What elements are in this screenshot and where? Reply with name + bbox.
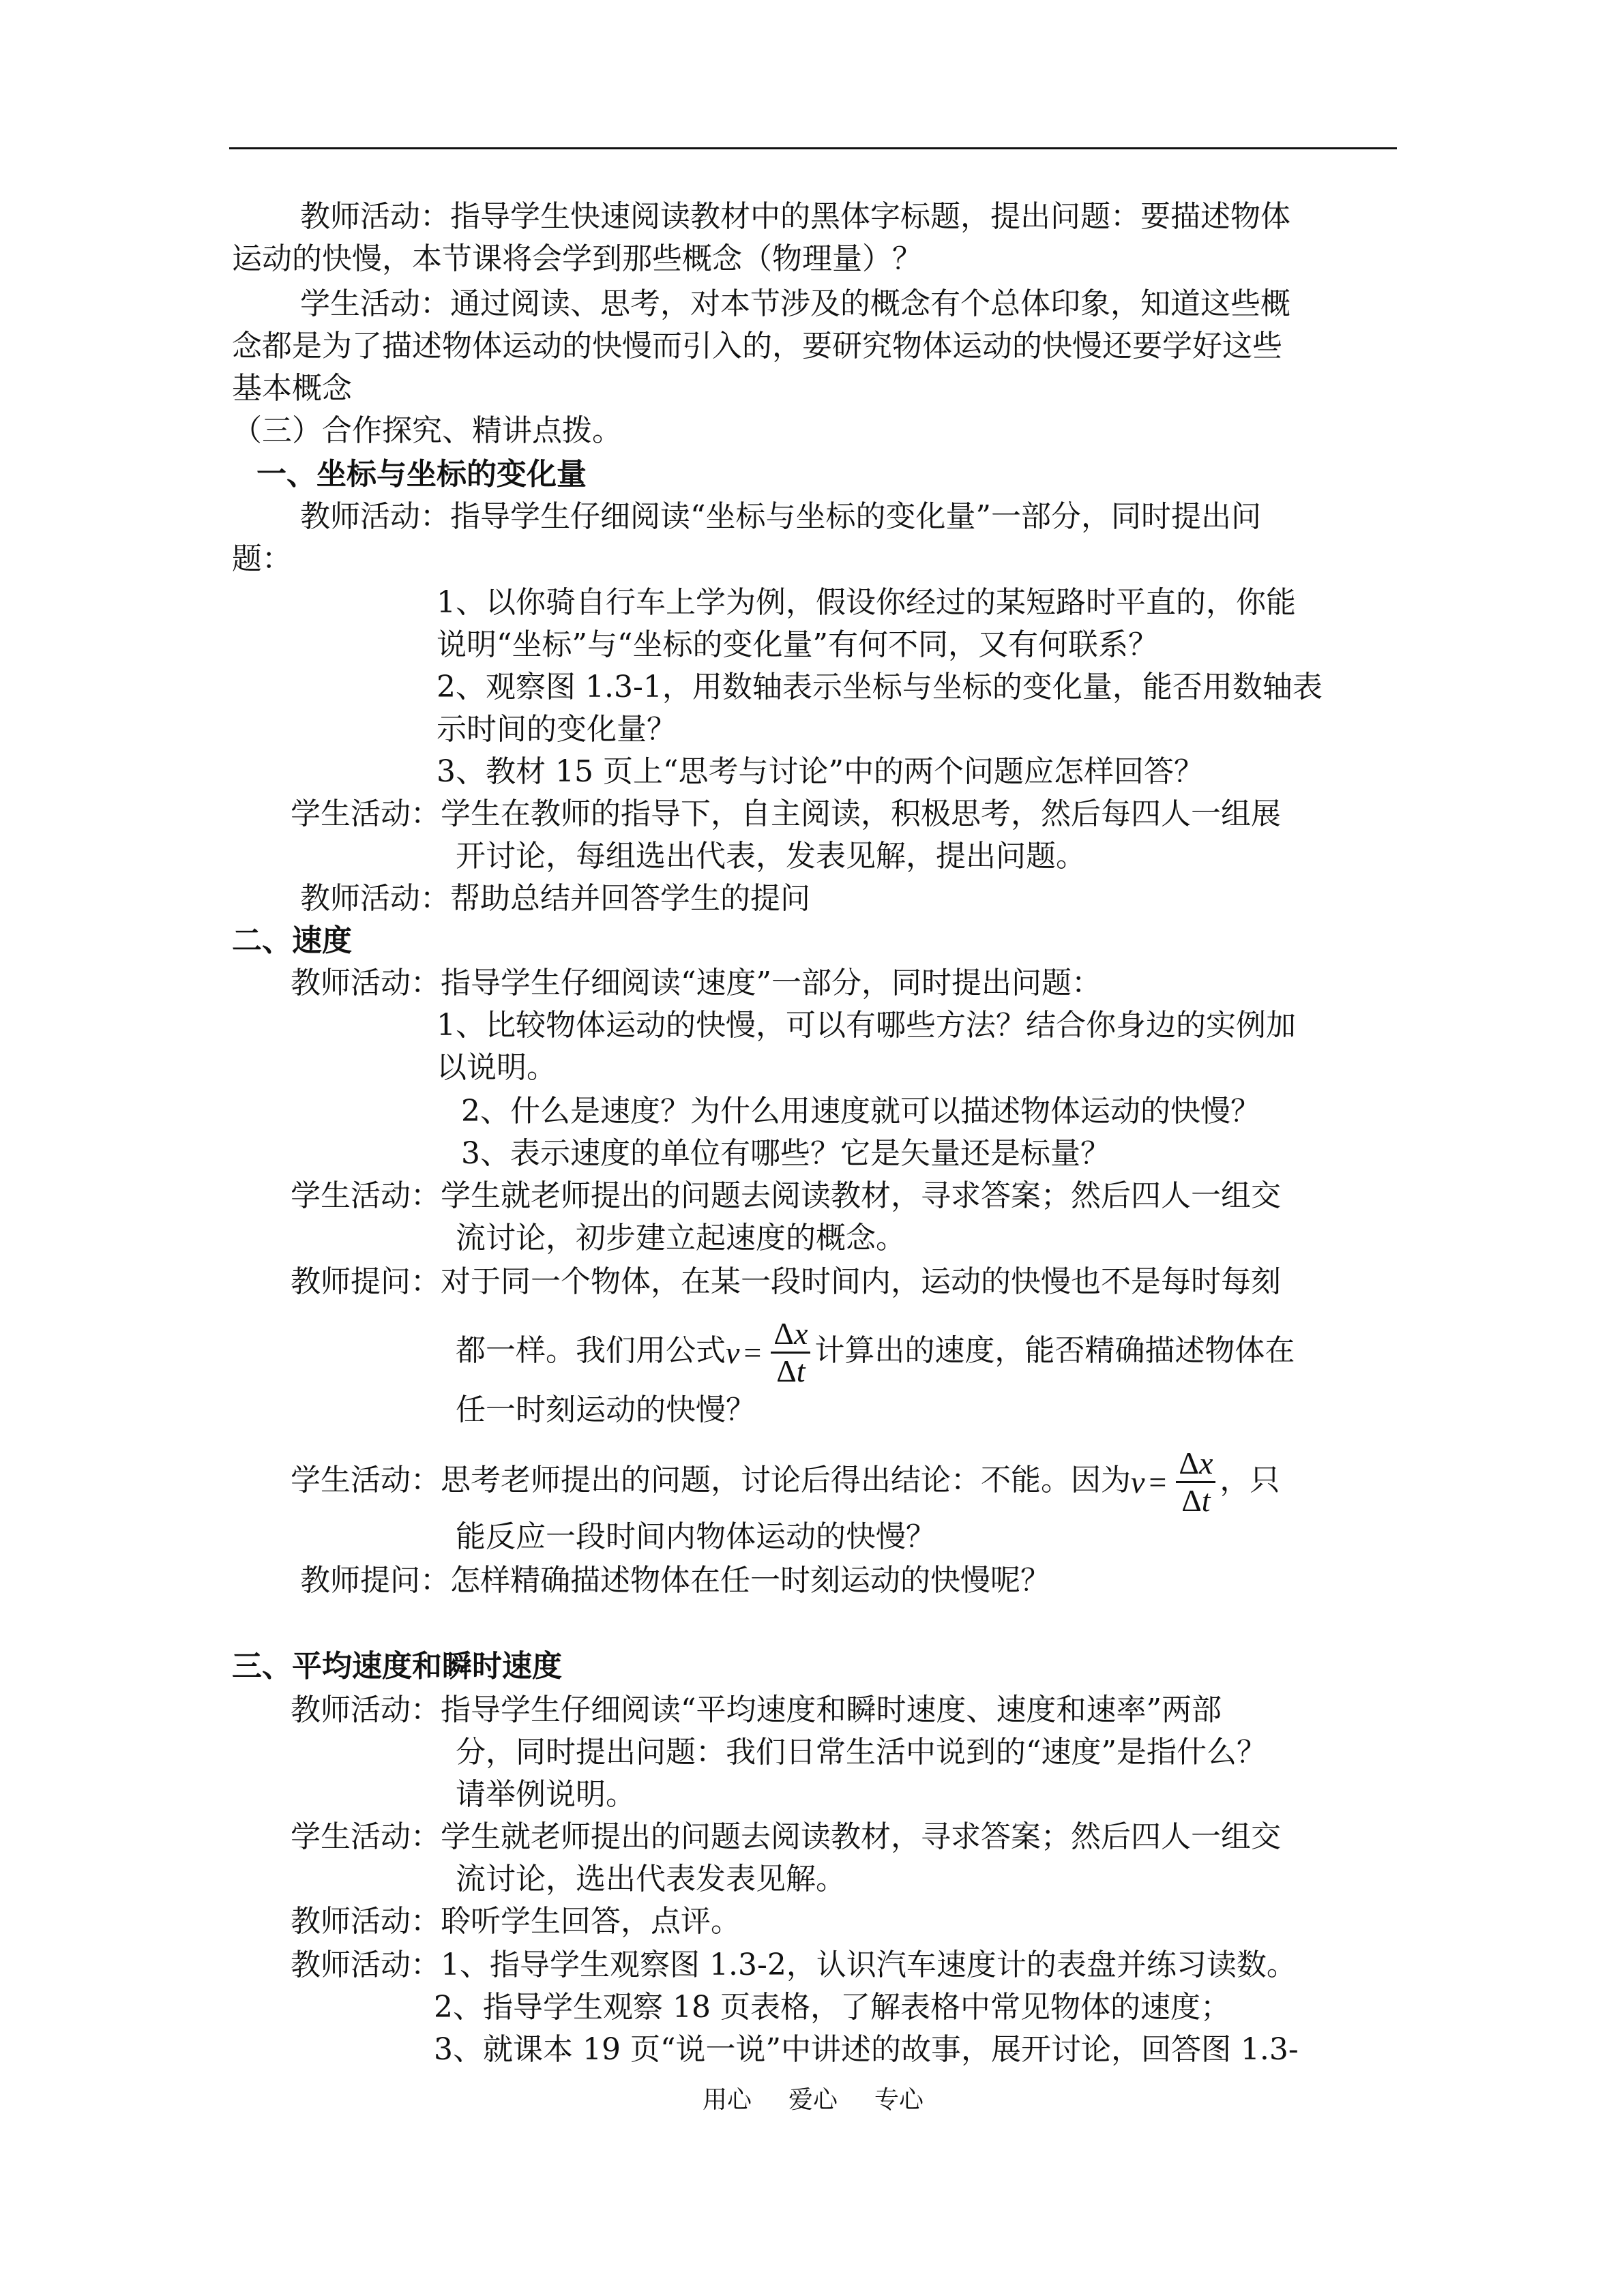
question-line: 3、就课本 19 页“说一说”中讲述的故事，展开讨论，回答图 1.3- [434,2032,1299,2067]
paragraph-line: 运动的快慢，本节课将会学到那些概念（物理量）？ [232,241,922,276]
formula-v: v [726,1335,740,1370]
question-line: 2、指导学生观察 18 页表格，了解表格中常见物体的速度； [434,1990,1230,2025]
paragraph-line: 教师活动：指导学生仔细阅读“坐标与坐标的变化量”一部分，同时提出问 [300,499,1261,534]
paragraph-line: 教师活动：指导学生仔细阅读“速度”一部分，同时提出问题： [291,966,1102,1000]
formula-text-after: ，只 [1220,1463,1280,1497]
paragraph-line: 教师活动：聆听学生回答，点评。 [291,1904,741,1939]
formula-v: v [1131,1464,1145,1500]
footer-text-2: 爱心 [788,2086,838,2114]
formula-fraction [1176,1446,1215,1519]
paragraph-line: 题： [232,541,292,576]
question-line: 1、以你骑自行车上学为例，假设你经过的某短路时平直的，你能 [437,585,1296,620]
formula-numerator: Δx [1176,1446,1215,1483]
paragraph-line: 学生活动：学生就老师提出的问题去阅读教材，寻求答案；然后四人一组交 [291,1819,1281,1854]
formula-numerator: Δx [771,1316,810,1354]
paragraph-line: 教师活动：帮助总结并回答学生的提问 [300,881,810,916]
formula-line [456,1316,1295,1389]
question-line: 说明“坐标”与“坐标的变化量”有何不同，又有何联系？ [437,627,1158,662]
paragraph-line: 流讨论，初步建立起速度的概念。 [456,1221,906,1255]
paragraph-line: 学生活动：学生在教师的指导下，自主阅读，积极思考，然后每四人一组展 [291,796,1281,831]
formula-equals: = [743,1335,762,1370]
paragraph-line: 请举例说明。 [456,1777,636,1812]
paragraph-line: 教师活动：指导学生仔细阅读“平均速度和瞬时速度、速度和速率”两部 [291,1693,1222,1727]
velocity-formula [1131,1446,1220,1519]
question-line: 3、教材 15 页上“思考与讨论”中的两个问题应怎样回答？ [437,754,1204,789]
section-heading-1: 一、坐标与坐标的变化量 [256,457,587,492]
paragraph-line: 教师活动：1、指导学生观察图 1.3-2，认识汽车速度计的表盘并练习读数。 [291,1948,1297,1982]
paragraph-line: 能反应一段时间内物体运动的快慢？ [456,1519,936,1554]
question-line: 示时间的变化量？ [437,712,677,747]
paragraph-line: 学生活动：通过阅读、思考，对本节涉及的概念有个总体印象，知道这些概 [300,286,1290,321]
question-line: 1、比较物体运动的快慢，可以有哪些方法？结合你身边的实例加 [437,1008,1296,1043]
paragraph-line: 教师活动：指导学生快速阅读教材中的黑体字标题，提出问题：要描述物体 [300,199,1290,234]
question-line: 2、观察图 1.3-1，用数轴表示坐标与坐标的变化量，能否用数轴表 [437,670,1323,704]
question-line: 2、什么是速度？为什么用速度就可以描述物体运动的快慢？ [461,1094,1260,1129]
paragraph-line: 教师提问：怎样精确描述物体在任一时刻运动的快慢呢？ [300,1563,1050,1598]
paragraph-line: 基本概念 [232,371,352,406]
paragraph-line: 开讨论，每组选出代表，发表见解，提出问题。 [456,839,1086,874]
paragraph-line: 流讨论，选出代表发表见解。 [456,1862,846,1896]
question-line: 以说明。 [437,1050,557,1085]
paragraph-line: 念都是为了描述物体运动的快慢而引入的，要研究物体运动的快慢还要学好这些 [232,329,1282,363]
formula-text-before: 都一样。我们用公式 [456,1333,726,1368]
formula-equals: = [1149,1464,1167,1500]
formula-line [291,1446,1280,1519]
velocity-formula [726,1316,814,1389]
paragraph-line: 教师提问：对于同一个物体，在某一段时间内，运动的快慢也不是每时每刻 [291,1264,1281,1299]
paragraph-line: 学生活动：学生就老师提出的问题去阅读教材，寻求答案；然后四人一组交 [291,1178,1281,1213]
section-heading-3: 三、平均速度和瞬时速度 [232,1649,562,1684]
paragraph-line: 任一时刻运动的快慢？ [456,1392,756,1427]
footer-text-1: 用心 [703,2086,752,2114]
formula-fraction [771,1316,810,1389]
header-rule [229,147,1397,149]
section-heading-2: 二、速度 [232,923,352,958]
formula-text-after: 计算出的速度，能否精确描述物体在 [814,1333,1295,1368]
formula-denominator: Δt [1181,1483,1211,1518]
formula-denominator: Δt [776,1354,806,1388]
paragraph-line: 分，同时提出问题：我们日常生活中说到的“速度”是指什么？ [456,1735,1267,1770]
subsection-title: （三）合作探究、精讲点拨。 [232,413,622,448]
question-line: 3、表示速度的单位有哪些？它是矢量还是标量？ [461,1136,1110,1171]
formula-text-before: 学生活动：思考老师提出的问题，讨论后得出结论：不能。因为 [291,1463,1131,1497]
footer-text-3: 专心 [874,2086,924,2114]
